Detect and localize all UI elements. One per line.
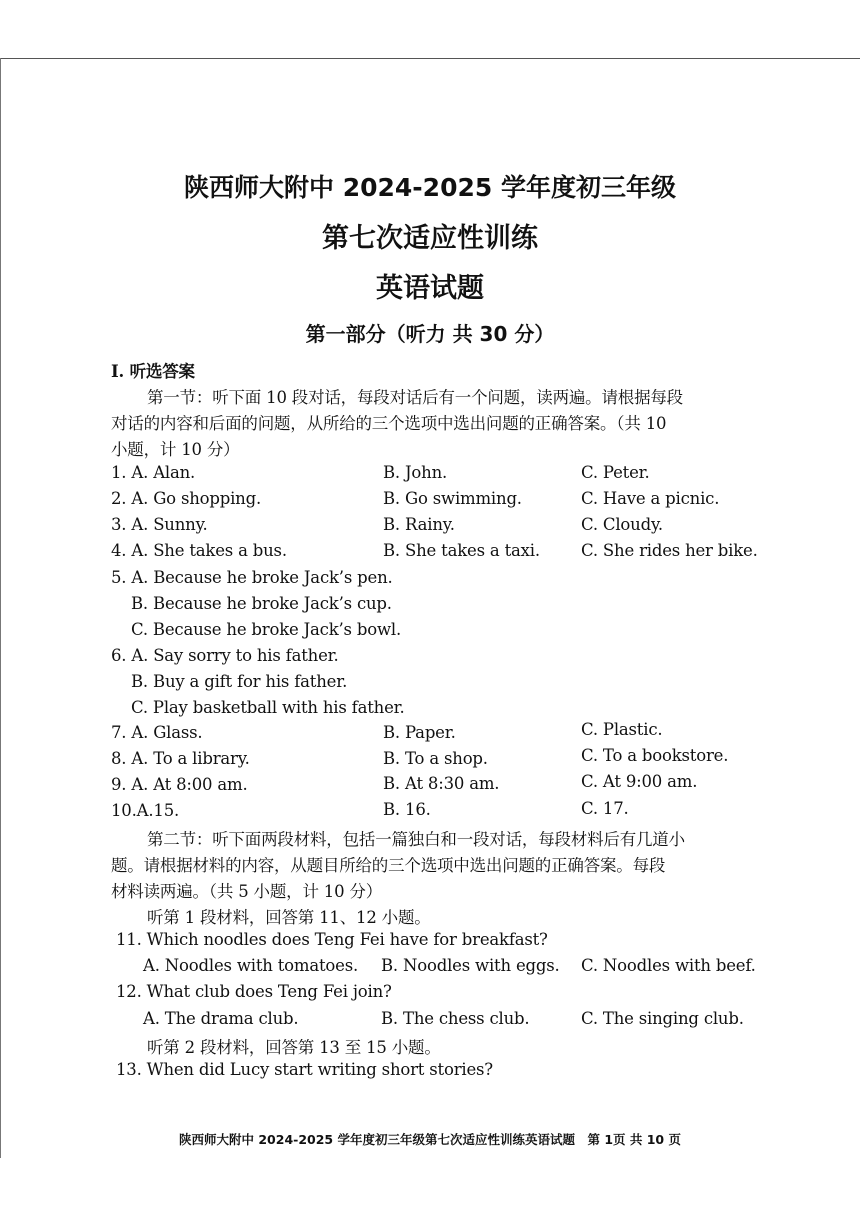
page-border-top xyxy=(0,58,860,59)
question-3-option-c: C. Cloudy. xyxy=(581,515,663,534)
question-12-option-b: B. The chess club. xyxy=(381,1009,530,1028)
question-1-option-b: B. John. xyxy=(383,463,448,482)
question-10-option-a: 10.A.15. xyxy=(111,801,180,820)
question-4-option-a: 4. A. She takes a bus. xyxy=(111,541,287,560)
exam-title: 陕西师大附中 2024-2025 学年度初三年级 xyxy=(184,173,676,202)
instruction-line: 题。请根据材料的内容，从题目所给的三个选项中选出问题的正确答案。每段 xyxy=(111,856,666,875)
question-5-option-b: B. Because he broke Jack’s cup. xyxy=(131,594,392,613)
material-instruction: 听第 1 段材料，回答第 11、12 小题。 xyxy=(147,908,431,927)
question-2-option-c: C. Have a picnic. xyxy=(581,489,720,508)
question-4-option-b: B. She takes a taxi. xyxy=(383,541,540,560)
question-10-option-b: B. 16. xyxy=(383,800,431,819)
question-8-option-a: 8. A. To a library. xyxy=(111,749,250,768)
question-7-option-c: C. Plastic. xyxy=(581,720,663,739)
question-12-stem: 12. What club does Teng Fei join? xyxy=(116,982,392,1001)
section-heading: I. 听选答案 xyxy=(111,362,195,381)
question-11-option-b: B. Noodles with eggs. xyxy=(381,956,560,975)
question-4-option-c: C. She rides her bike. xyxy=(581,541,758,560)
question-6-option-c: C. Play basketball with his father. xyxy=(131,698,405,717)
instruction-line: 材料读两遍。（共 5 小题，计 10 分） xyxy=(111,882,383,901)
question-5-option-a: 5. A. Because he broke Jack’s pen. xyxy=(111,568,393,587)
exam-subtitle: 第七次适应性训练 xyxy=(322,223,538,254)
question-3-option-a: 3. A. Sunny. xyxy=(111,515,208,534)
question-6-option-b: B. Buy a gift for his father. xyxy=(131,672,348,691)
question-5-option-c: C. Because he broke Jack’s bowl. xyxy=(131,620,402,639)
instruction-line: 第一节：听下面 10 段对话，每段对话后有一个问题，读两遍。请根据每段 xyxy=(147,388,683,407)
question-3-option-b: B. Rainy. xyxy=(383,515,455,534)
exam-subject: 英语试题 xyxy=(376,273,484,304)
material-instruction: 听第 2 段材料，回答第 13 至 15 小题。 xyxy=(147,1038,441,1057)
question-6-option-a: 6. A. Say sorry to his father. xyxy=(111,646,339,665)
instruction-line: 小题，计 10 分） xyxy=(111,440,240,459)
question-13-stem: 13. When did Lucy start writing short stories? xyxy=(116,1060,493,1079)
question-8-option-b: B. To a shop. xyxy=(383,749,488,768)
instruction-line: 第二节：听下面两段材料，包括一篇独白和一段对话，每段材料后有几道小 xyxy=(147,830,685,849)
question-1-option-c: C. Peter. xyxy=(581,463,650,482)
question-7-option-a: 7. A. Glass. xyxy=(111,723,203,742)
question-12-option-c: C. The singing club. xyxy=(581,1009,744,1028)
part-title: 第一部分（听力 共 30 分） xyxy=(305,322,555,346)
question-10-option-c: C. 17. xyxy=(581,799,629,818)
question-9-option-a: 9. A. At 8:00 am. xyxy=(111,775,248,794)
question-11-option-a: A. Noodles with tomatoes. xyxy=(143,956,359,975)
question-1-option-a: 1. A. Alan. xyxy=(111,463,196,482)
question-2-option-b: B. Go swimming. xyxy=(383,489,522,508)
question-12-option-a: A. The drama club. xyxy=(143,1009,299,1028)
question-8-option-c: C. To a bookstore. xyxy=(581,746,729,765)
question-9-option-c: C. At 9:00 am. xyxy=(581,772,698,791)
question-9-option-b: B. At 8:30 am. xyxy=(383,774,500,793)
instruction-line: 对话的内容和后面的问题，从所给的三个选项中选出问题的正确答案。（共 10 xyxy=(111,414,667,433)
question-11-option-c: C. Noodles with beef. xyxy=(581,956,756,975)
question-2-option-a: 2. A. Go shopping. xyxy=(111,489,262,508)
question-7-option-b: B. Paper. xyxy=(383,723,456,742)
question-11-stem: 11. Which noodles does Teng Fei have for breakfast? xyxy=(116,930,548,949)
page-footer: 陕西师大附中 2024-2025 学年度初三年级第七次适应性训练英语试题 第 1页 共 10 页 xyxy=(179,1132,681,1147)
